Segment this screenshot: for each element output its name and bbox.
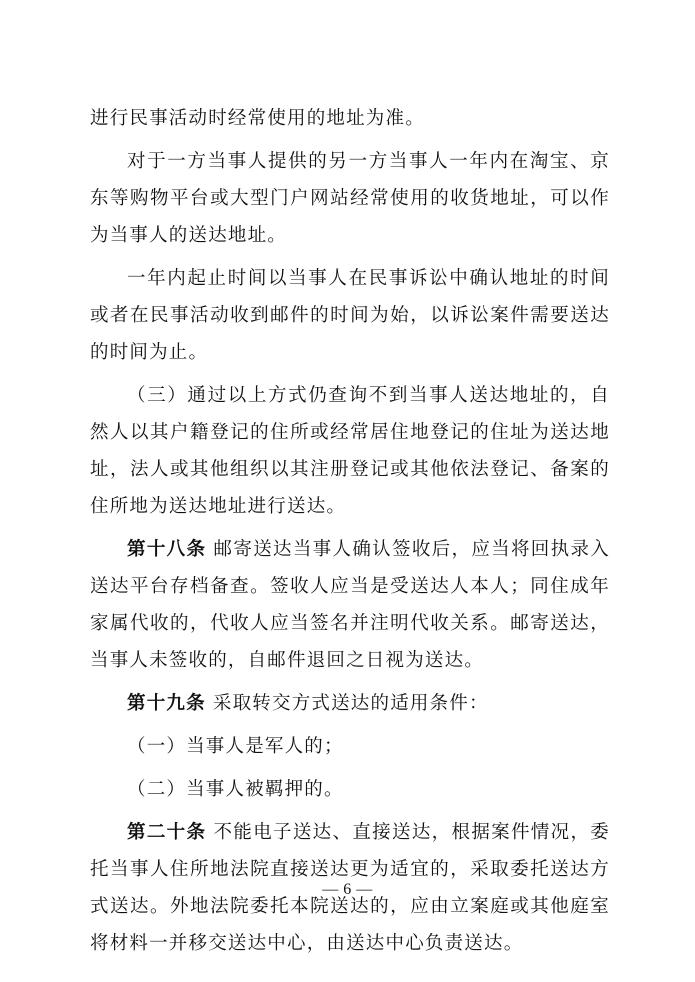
- article-19-heading: 第十九条: [127, 693, 206, 714]
- article-18: 第十八条 邮寄送达当事人确认签收后，应当将回执录入送达平台存档备查。签收人应当是受送达人本人；同住成年家属代收的，代收人应当签名并注明代收关系。邮寄送达，当事人未签收的，自邮件退回之日视为送达。: [90, 539, 610, 671]
- article-19: 第十九条 采取转交方式送达的适用条件：: [127, 693, 489, 714]
- paragraph-4: （三）通过以上方式仍查询不到当事人送达地址的，自然人以其户籍登记的住所或经常居住地登记的住址为送达地址，法人或其他组织以其注册登记或其他依法登记、备案的住所地为送达地址进行送达。: [90, 385, 610, 517]
- paragraph-3: 一年内起止时间以当事人在民事诉讼中确认地址的时间或者在民事活动收到邮件的时间为始，以诉讼案件需要送达的时间为止。: [90, 268, 610, 363]
- article-18-heading: 第十八条: [127, 539, 207, 560]
- article-20: 第二十条 不能电子送达、直接送达，根据案件情况，委托当事人住所地法院直接送达更为适宜的，采取委托送达方式送达。外地法院委托本院送达的，应由立案庭或其他庭室将材料一并移交送达中心，由送达中心负责送达。: [90, 822, 610, 954]
- article-19-item-2: （二）当事人被羁押的。: [127, 779, 344, 800]
- paragraph-2: 对于一方当事人提供的另一方当事人一年内在淘宝、京东等购物平台或大型门户网站经常使用的收货地址，可以作为当事人的送达地址。: [90, 151, 610, 246]
- article-20-heading: 第二十条: [127, 822, 207, 843]
- article-19-item-1: （一）当事人是军人的；: [127, 736, 344, 757]
- document-body: [90, 100, 610, 968]
- paragraph-1: 进行民事活动时经常使用的地址为准。: [90, 108, 425, 129]
- page-number: — 6 —: [322, 881, 373, 898]
